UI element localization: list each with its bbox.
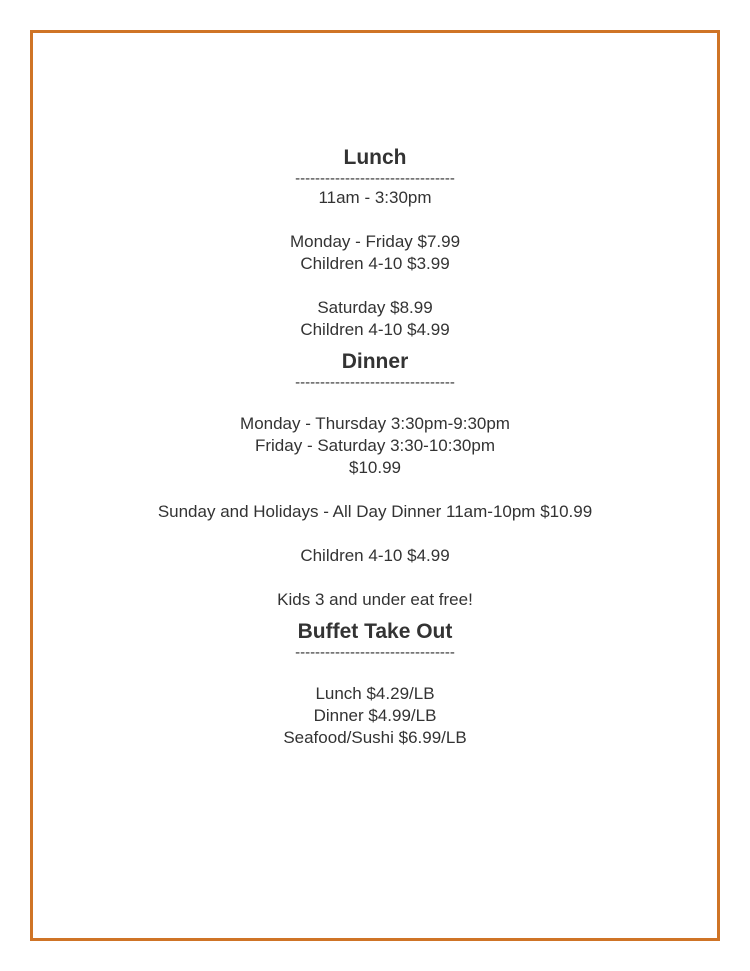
lunch-section [0, 145, 750, 341]
takeout-seafood-sushi-price: Seafood/Sushi $6.99/LB [283, 728, 467, 747]
dinner-children-price: Children 4-10 $4.99 [300, 546, 450, 565]
dinner-section [0, 349, 750, 611]
dinner-hours-mon-thu: Monday - Thursday 3:30pm-9:30pm [240, 414, 510, 433]
takeout-section [0, 619, 750, 749]
dinner-divider: -------------------------------- [295, 374, 455, 391]
dinner-kids-free-note: Kids 3 and under eat free! [277, 590, 473, 609]
lunch-saturday-children-price: Children 4-10 $4.99 [300, 320, 450, 339]
takeout-divider: -------------------------------- [295, 644, 455, 661]
takeout-lunch-price: Lunch $4.29/LB [315, 684, 435, 703]
menu-content [0, 145, 750, 749]
dinner-price: $10.99 [349, 458, 401, 477]
dinner-hours-fri-sat: Friday - Saturday 3:30-10:30pm [254, 436, 495, 455]
lunch-weekday-children-price: Children 4-10 $3.99 [300, 254, 450, 273]
takeout-heading: Buffet Take Out [297, 620, 453, 643]
dinner-sunday-holidays: Sunday and Holidays - All Day Dinner 11am-10pm $10.99 [157, 502, 593, 521]
lunch-heading: Lunch [343, 146, 407, 169]
dinner-heading: Dinner [341, 350, 409, 373]
takeout-dinner-price: Dinner $4.99/LB [313, 706, 437, 725]
lunch-weekday-price: Monday - Friday $7.99 [289, 232, 461, 251]
lunch-divider: -------------------------------- [295, 170, 455, 187]
lunch-saturday-price: Saturday $8.99 [317, 298, 433, 317]
lunch-hours: 11am - 3:30pm [318, 188, 432, 207]
